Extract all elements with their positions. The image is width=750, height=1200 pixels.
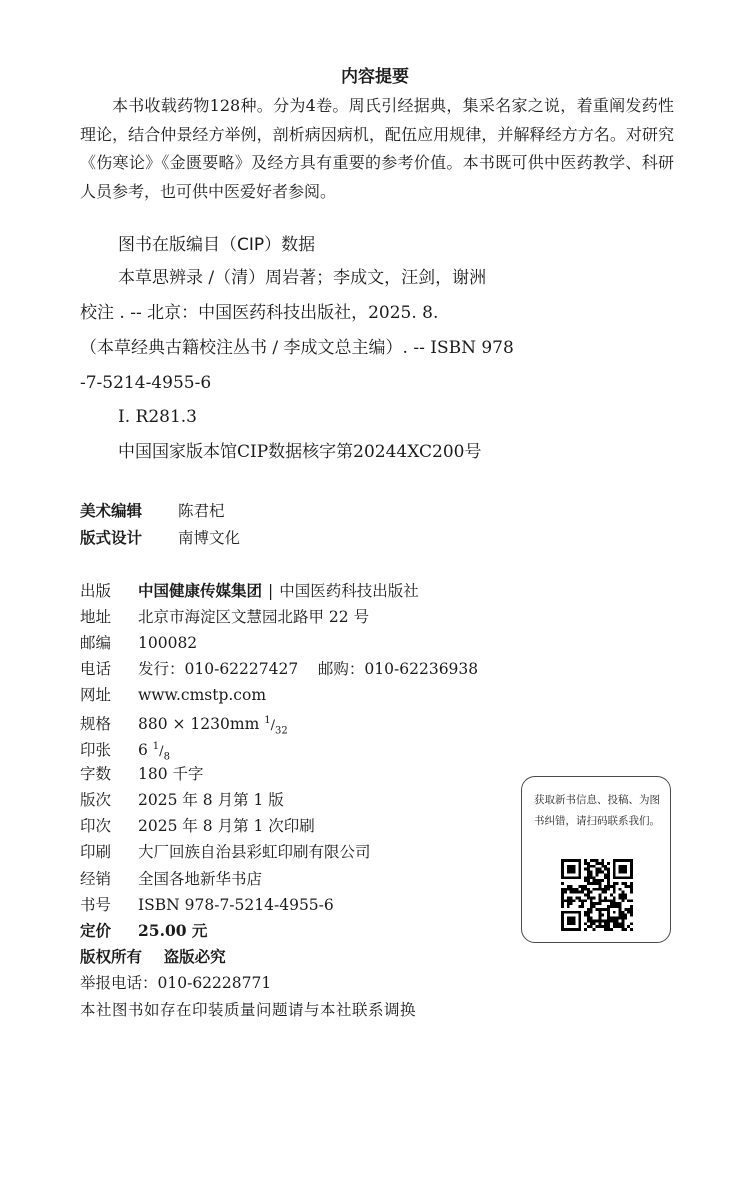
info-isbn: [80, 894, 334, 916]
info-label: 印次: [80, 817, 112, 835]
info-postcode: [80, 632, 197, 654]
publisher-name: 中国医药科技出版社: [279, 582, 419, 600]
info-value: 100082: [138, 634, 198, 652]
info-format: 规格 880 × 1230mm $^1/_{32}$: [80, 715, 288, 737]
info-label: 印张: [80, 741, 112, 760]
info-address: [80, 606, 369, 628]
info-value: 6: [138, 741, 153, 760]
copyright-notice: 版权所有 盗版必究: [80, 948, 226, 966]
cip-line-4: -7-5214-4955-6: [80, 373, 212, 393]
credit-label: 美术编辑: [80, 502, 143, 520]
info-value: 全国各地新华书店: [138, 870, 263, 888]
info-value: 880 × 1230mm: [138, 715, 265, 734]
info-publisher: [80, 580, 419, 602]
info-label: 书号: [80, 896, 112, 914]
info-value: 2025 年 8 月第 1 版: [138, 791, 284, 809]
cip-classification: Ⅰ. R281.3: [118, 407, 197, 427]
qr-code-icon: [561, 859, 633, 931]
info-distributor: [80, 868, 262, 890]
info-printing: [80, 815, 315, 837]
info-label: 网址: [80, 686, 112, 704]
publisher-separator: |: [268, 582, 274, 600]
info-word-count: [80, 763, 204, 785]
info-phone: [80, 658, 478, 680]
info-price: [80, 920, 207, 942]
info-edition: [80, 789, 284, 811]
info-value: 北京市海淀区文慧园北路甲 22 号: [138, 608, 370, 626]
info-label: 版次: [80, 791, 112, 809]
credit-art-editor: [80, 499, 225, 521]
info-label: 出版: [80, 582, 112, 600]
info-label: 邮编: [80, 634, 112, 652]
info-label: 规格: [80, 715, 112, 734]
format-fraction-numerator: 1: [264, 715, 271, 726]
credit-label: 版式设计: [80, 529, 143, 547]
info-label: 地址: [80, 608, 112, 626]
cip-line-3: （本草经典古籍校注丛书 / 李成文总主编）. -- ISBN 978: [80, 338, 514, 358]
summary-paragraph: 本书收载药物128种。分为4卷。周氏引经据典，集采名家之说，着重阐发药性理论，结合仲景经方举例，剖析病因病机，配伍应用规律，并解释经方方名。对研究《伤寒论》《金匮要略》及经方具有重要的参考价值。本书既可供中医药教学、科研人员参考，也可供中医爱好者参阅。: [80, 96, 674, 201]
cip-heading: 图书在版编目（CIP）数据: [118, 235, 316, 255]
info-value: 大厂回族自治县彩虹印刷有限公司: [138, 843, 371, 861]
sheets-fraction-denominator: 8: [163, 751, 170, 763]
cip-line-1: 本草思辨录 /（清）周岩著；李成文，汪剑，谢洲: [118, 268, 487, 288]
info-label: 印刷: [80, 843, 112, 861]
qr-contact-box: [521, 776, 671, 943]
info-value: 180 千字: [138, 765, 204, 783]
info-value: 2025 年 8 月第 1 次印刷: [138, 817, 315, 835]
info-value: www.cmstp.com: [138, 686, 267, 704]
credit-value: 南博文化: [178, 529, 241, 547]
sheets-fraction-numerator: 1: [152, 741, 160, 752]
format-fraction-denominator: 32: [274, 725, 288, 737]
info-label: 电话: [80, 660, 112, 678]
summary-heading: 内容提要: [341, 67, 409, 87]
info-value: 25.00 元: [138, 921, 208, 940]
cip-record-number: 中国国家版本馆CIP数据核字第20244XC200号: [118, 442, 482, 462]
info-sheets: 印张 6 $^1/_8$: [80, 741, 170, 763]
cip-line-2: 校注 . -- 北京：中国医药科技出版社，2025. 8.: [80, 303, 439, 323]
info-value: ISBN 978-7-5214-4955-6: [138, 896, 334, 914]
info-label: 经销: [80, 870, 112, 888]
info-value: 发行：010-62227427 邮购：010-62236938: [138, 660, 479, 678]
info-label: 字数: [80, 765, 112, 783]
credit-value: 陈君杞: [178, 502, 225, 520]
report-phone: 举报电话：010-62228771: [80, 974, 272, 992]
qr-caption: 获取新书信息、投稿、为图书纠错，请扫码联系我们。: [534, 794, 660, 827]
quality-notice: 本社图书如存在印装质量问题请与本社联系调换: [80, 1001, 417, 1019]
info-label: 定价: [80, 922, 112, 940]
info-printer: [80, 841, 371, 863]
publisher-group: 中国健康传媒集团: [138, 582, 263, 600]
info-website: [80, 684, 266, 706]
credit-layout-design: [80, 526, 240, 548]
